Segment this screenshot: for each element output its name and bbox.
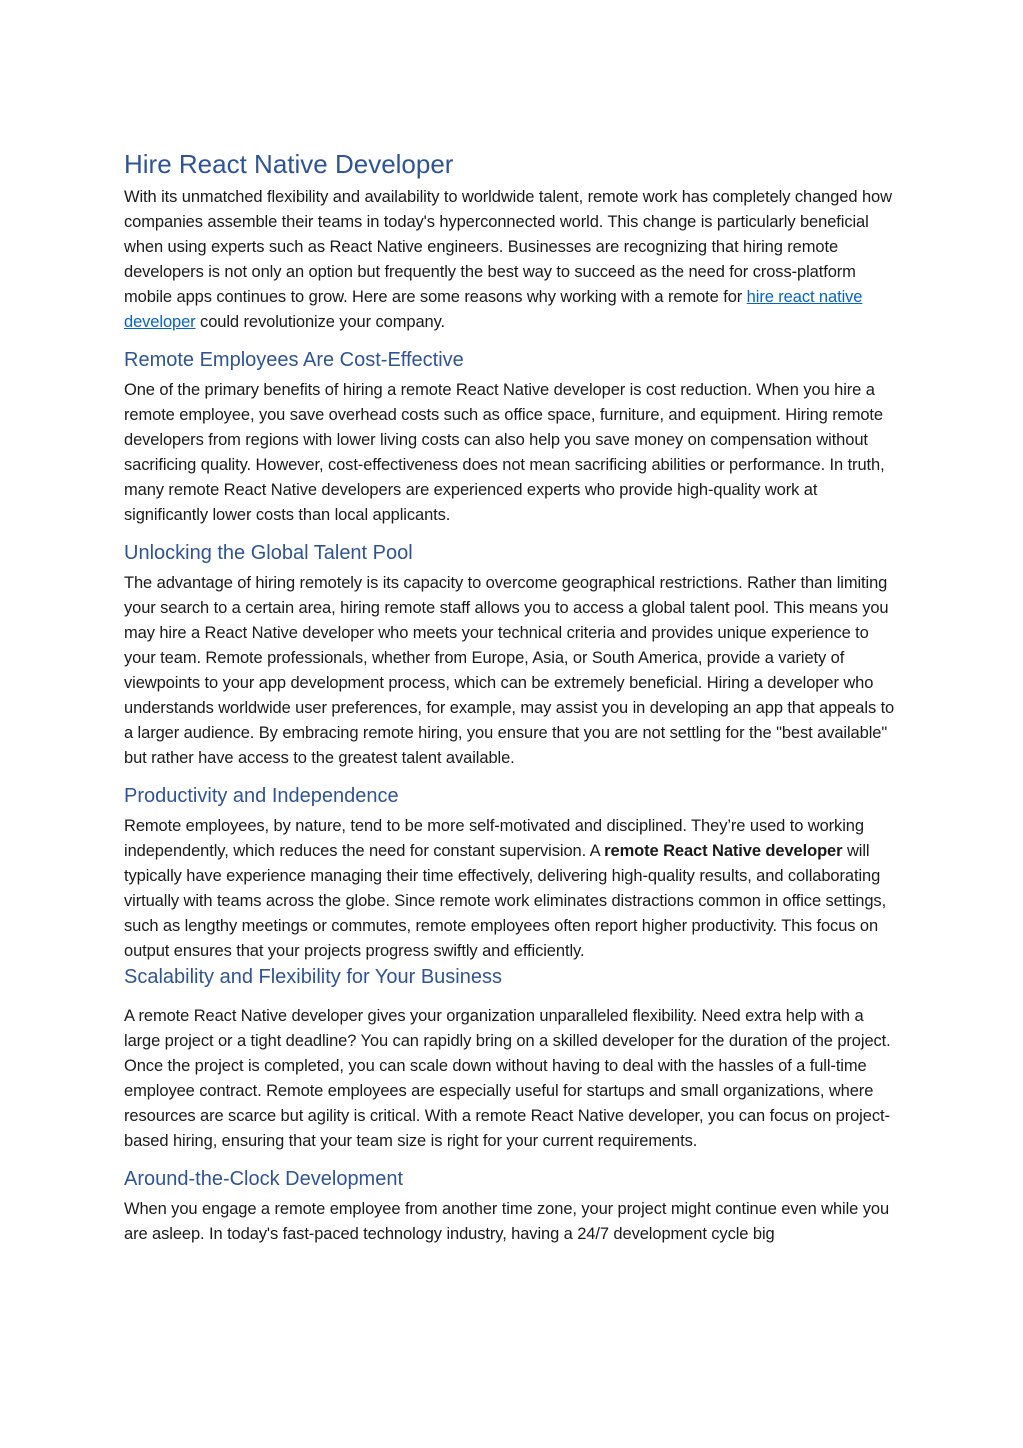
section-heading-global-talent-pool: Unlocking the Global Talent Pool <box>124 542 413 564</box>
productivity-text-after-bold: will typically have experience managing their time effectively, delivering high-quality results, and collaborating virtually with teams across the globe. Since remote work eliminates distractions common in office settings, such as lengthy meetings or commutes, remote employees often report higher productivity. This focus on output ensures that your projects progress swiftly and efficiently. <box>124 842 887 960</box>
section-body-global-talent-pool: The advantage of hiring remotely is its capacity to overcome geographical restrictions. Rather than limiting your search to a certain area, hiring remote staff allows you to access a global talent pool. This means you may hire a React Native developer who meets your technical criteria and provides unique experience to your team. Remote professionals, whether from Europe, Asia, or South America, provide a variety of viewpoints to your app development process, which can be extremely beneficial. Hiring a developer who understands worldwide user preferences, for example, may assist you in developing an app that appeals to a larger audience. By embracing remote hiring, you ensure that you are not settling for the "best available" but rather have access to the greatest talent available. <box>124 574 895 767</box>
intro-text-before-link: With its unmatched flexibility and availability to worldwide talent, remote work has completely changed how companies assemble their teams in today's hyperconnected world. This change is particularly beneficial when using experts such as React Native engineers. Businesses are recognizing that hiring remote developers is not only an option but frequently the best way to succeed as the need for cross-platform mobile apps continues to grow. Here are some reasons why working with a remote for <box>124 188 892 306</box>
section-heading-productivity-independence: Productivity and Independence <box>124 785 399 807</box>
productivity-text-before-bold: Remote employees, by nature, tend to be more self-motivated and disciplined. They’re used to working independently, which reduces the need for constant supervision. A <box>124 817 864 860</box>
hire-react-native-developer-link[interactable]: hire react native developer <box>124 288 863 331</box>
intro-text-after-link: could revolutionize your company. <box>195 313 446 331</box>
productivity-bold-phrase: remote React Native developer <box>604 842 843 860</box>
document-title: Hire React Native Developer <box>124 149 454 179</box>
section-heading-cost-effective: Remote Employees Are Cost-Effective <box>124 349 464 371</box>
section-heading-scalability-flexibility: Scalability and Flexibility for Your Business <box>124 966 502 988</box>
intro-paragraph <box>124 185 900 335</box>
section-body-productivity-independence <box>124 814 900 964</box>
section-body-scalability-flexibility: A remote React Native developer gives your organization unparalleled flexibility. Need extra help with a large project or a tight deadline? You can rapidly bring on a skilled developer for the duration of the project. Once the project is completed, you can scale down without having to deal with the hassles of a full-time employee contract. Remote employees are especially useful for startups and small organizations, where resources are scarce but agility is critical. With a remote React Native developer, you can focus on project-based hiring, ensuring that your team size is right for your current requirements. <box>124 1007 891 1150</box>
section-body-cost-effective: One of the primary benefits of hiring a remote React Native developer is cost reduction. When you hire a remote employee, you save overhead costs such as office space, furniture, and equipment. Hiring remote developers from regions with lower living costs can also help you save money on compensation without sacrificing quality. However, cost-effectiveness does not mean sacrificing abilities or performance. In truth, many remote React Native developers are experienced experts who provide high-quality work at significantly lower costs than local applicants. <box>124 381 885 524</box>
section-body-around-the-clock: When you engage a remote employee from another time zone, your project might continue even while you are asleep. In today's fast-paced technology industry, having a 24/7 development cycle big <box>124 1200 890 1243</box>
section-heading-around-the-clock: Around-the-Clock Development <box>124 1168 404 1190</box>
